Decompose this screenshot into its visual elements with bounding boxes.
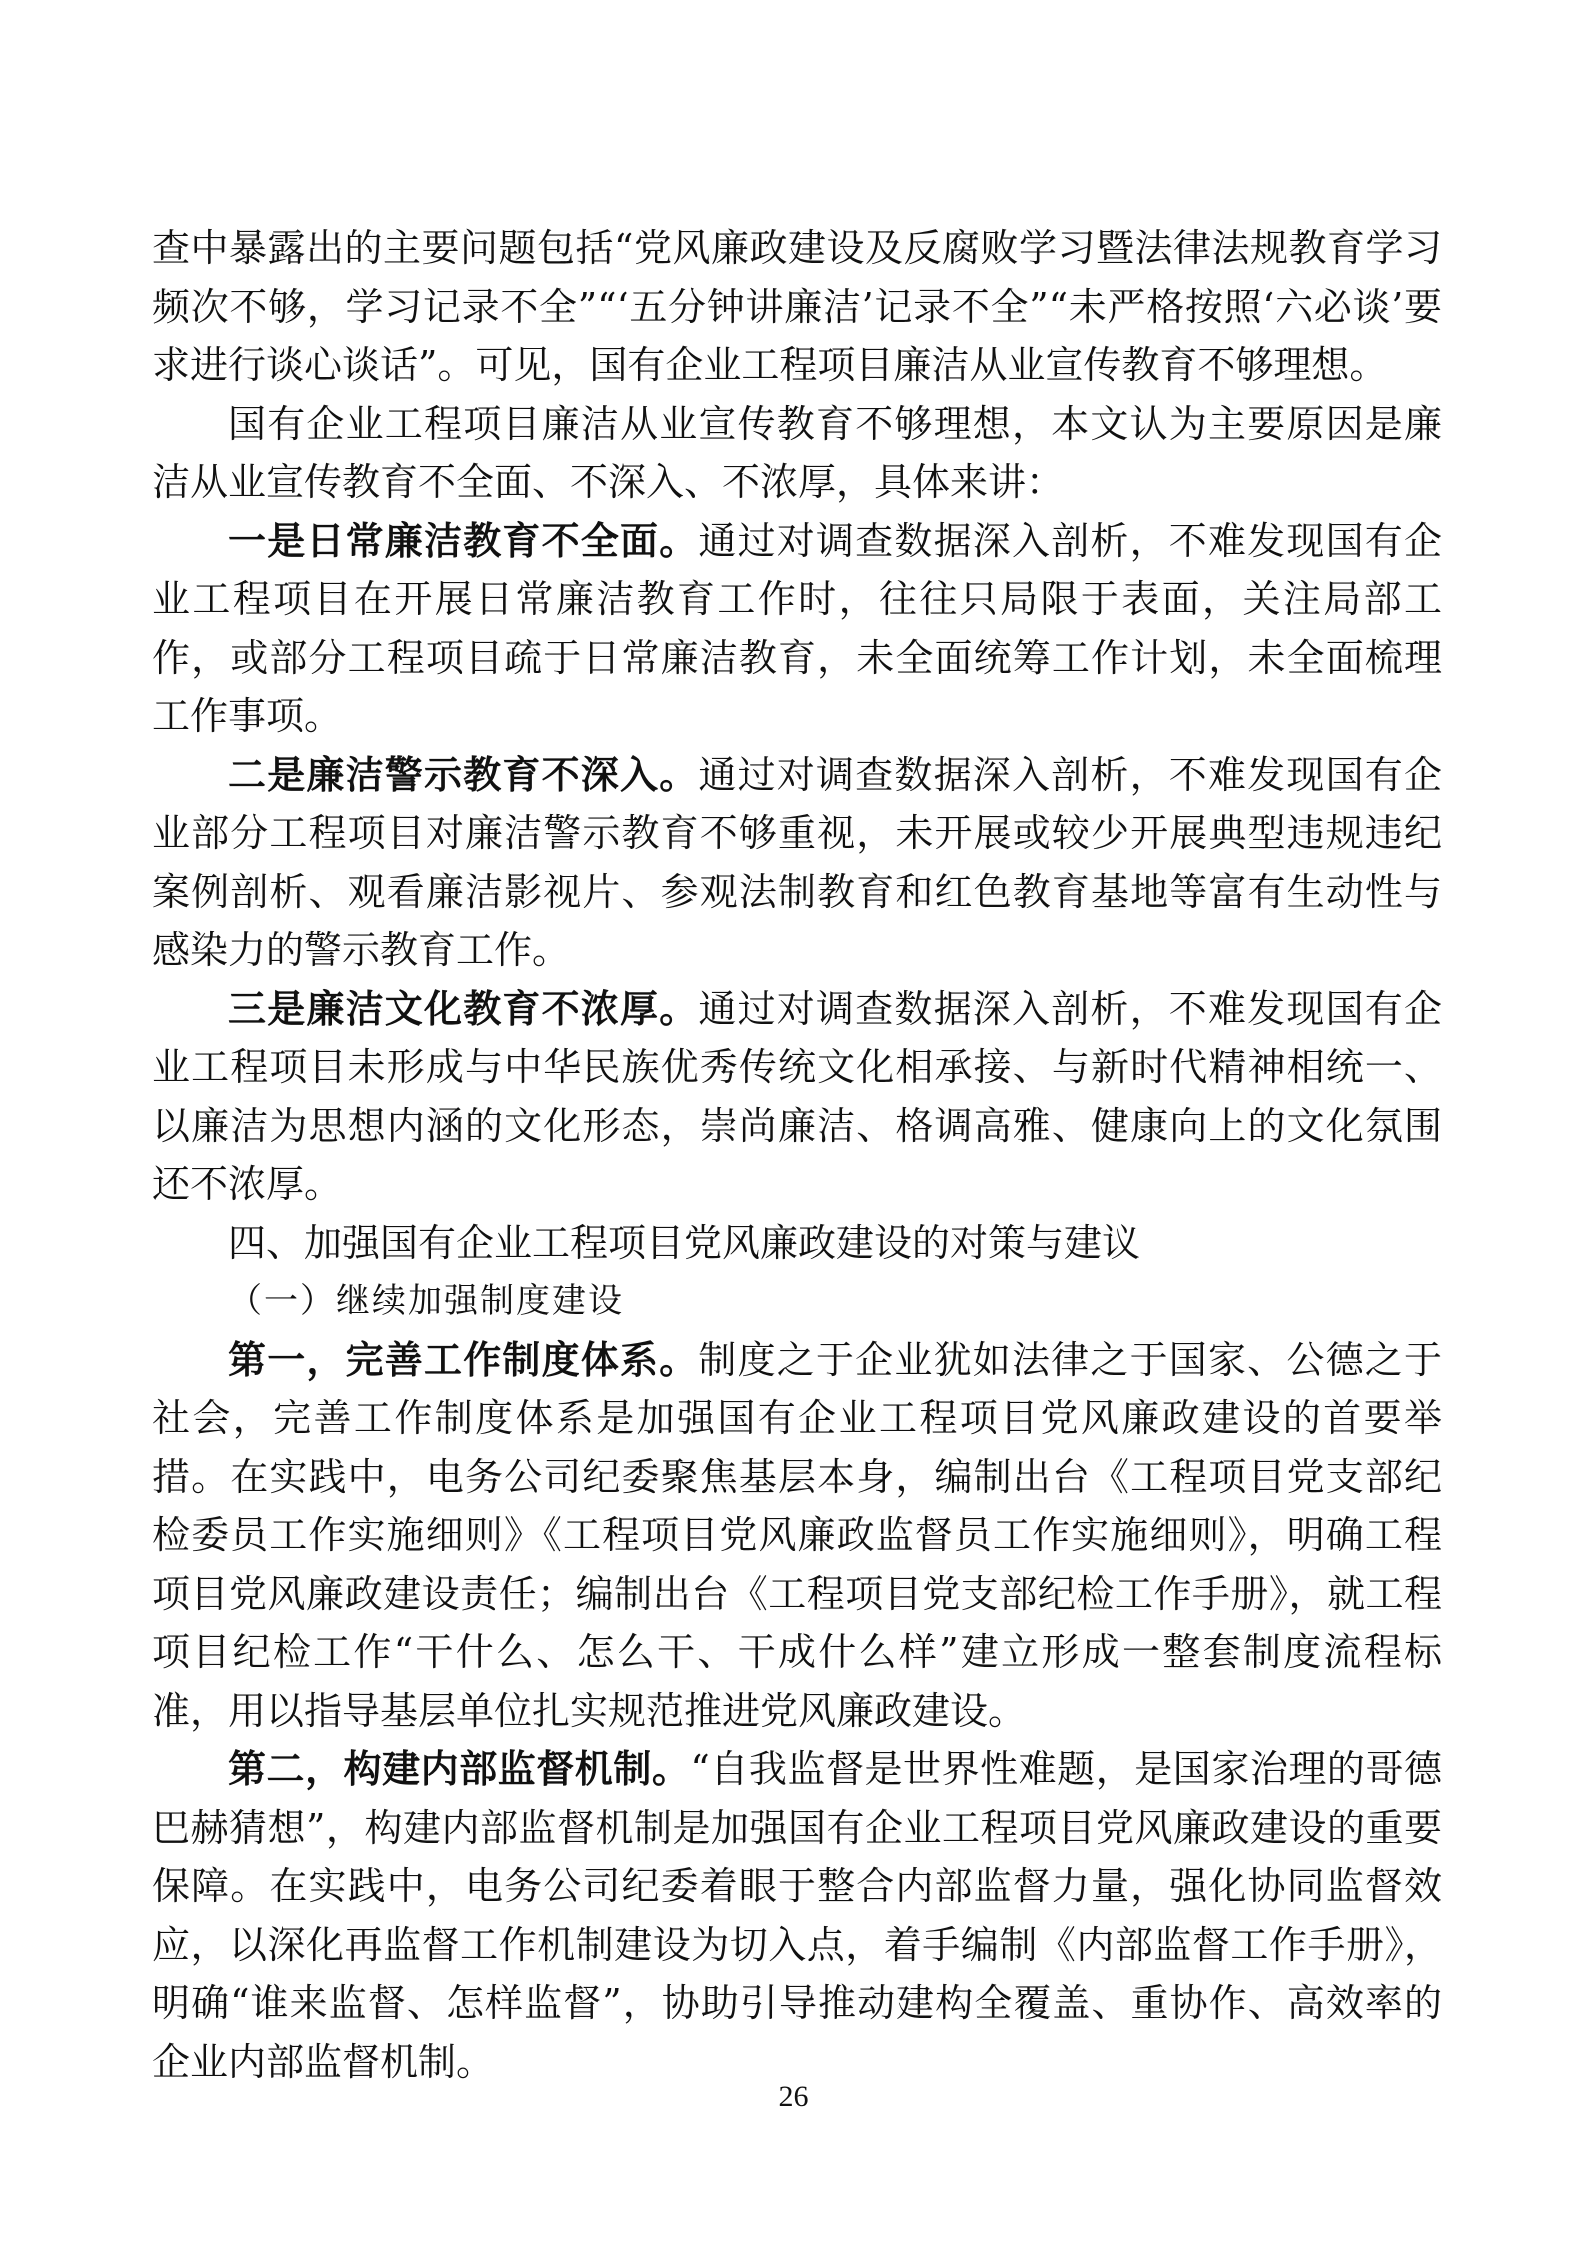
second-measure-body: “自我监督是世界性难题，是国家治理的哥德巴赫猜想”，构建内部监督机制是加强国有企业工程项目党风廉政建设的重要保障。在实践中，电务公司纪委着眼于整合内部监督力量，强化协同监督效应，以深化再监督工作机制建设为切入点，着手编制《内部监督工作手册》，明确“谁来监督、怎样监督”，协助引导推动建构全覆盖、重协作、高效率的企业内部监督机制。 [152,1747,1442,2084]
paragraph-point-one [152,512,1442,746]
second-measure-lead: 第二，构建内部监督机制。 [228,1746,691,1791]
point-two-lead: 二是廉洁警示教育不深入。 [228,751,699,797]
document-body [152,219,1442,2091]
paragraph-point-two [152,746,1442,980]
paragraph-first-measure [152,1331,1442,1741]
point-three-body: 通过对调查数据深入剖析，不难发现国有企业工程项目未形成与中华民族优秀传统文化相承接、与新时代精神相统一、以廉洁为思想内涵的文化形态，崇尚廉洁、格调高雅、健康向上的文化氛围还不浓厚。 [152,986,1442,1206]
paragraph-reason: 国有企业工程项目廉洁从业宣传教育不够理想，本文认为主要原因是廉洁从业宣传教育不全面、不深入、不浓厚，具体来讲： [152,401,1442,504]
point-three-lead: 三是廉洁文化教育不浓厚。 [228,985,699,1031]
paragraph-intro: 查中暴露出的主要问题包括“党风廉政建设及反腐败学习暨法律法规教育学习频次不够，学习记录不全”“‘五分钟讲廉洁’记录不全”“未严格按照‘六必谈’要求进行谈心谈话”。可见，国有企业工程项目廉洁从业宣传教育不够理想。 [152,226,1442,387]
section-heading: 四、加强国有企业工程项目党风廉政建设的对策与建议 [228,1220,1141,1265]
page-number: 26 [778,2080,809,2113]
sub-heading: （一）继续加强制度建设 [228,1281,624,1321]
paragraph-second-measure [152,1740,1442,2091]
paragraph-point-three [152,980,1442,1214]
first-measure-lead: 第一，完善工作制度体系。 [228,1336,699,1382]
point-one-body: 通过对调查数据深入剖析，不难发现国有企业工程项目在开展日常廉洁教育工作时，往往只局限于表面，关注局部工作，或部分工程项目疏于日常廉洁教育，未全面统筹工作计划，未全面梳理工作事项。 [152,518,1442,738]
point-two-body: 通过对调查数据深入剖析，不难发现国有企业部分工程项目对廉洁警示教育不够重视，未开展或较少开展典型违规违纪案例剖析、观看廉洁影视片、参观法制教育和红色教育基地等富有生动性与感染力的警示教育工作。 [152,752,1442,972]
first-measure-body: 制度之于企业犹如法律之于国家、公德之于社会，完善工作制度体系是加强国有企业工程项目党风廉政建设的首要举措。在实践中，电务公司纪委聚焦基层本身，编制出台《工程项目党支部纪检委员工作实施细则》《工程项目党风廉政监督员工作实施细则》，明确工程项目党风廉政建设责任；编制出台《工程项目党支部纪检工作手册》，就工程项目纪检工作“干什么、怎么干、干成什么样”建立形成一整套制度流程标准，用以指导基层单位扎实规范推进党风廉政建设。 [152,1337,1442,1733]
point-one-lead: 一是日常廉洁教育不全面。 [228,517,699,563]
